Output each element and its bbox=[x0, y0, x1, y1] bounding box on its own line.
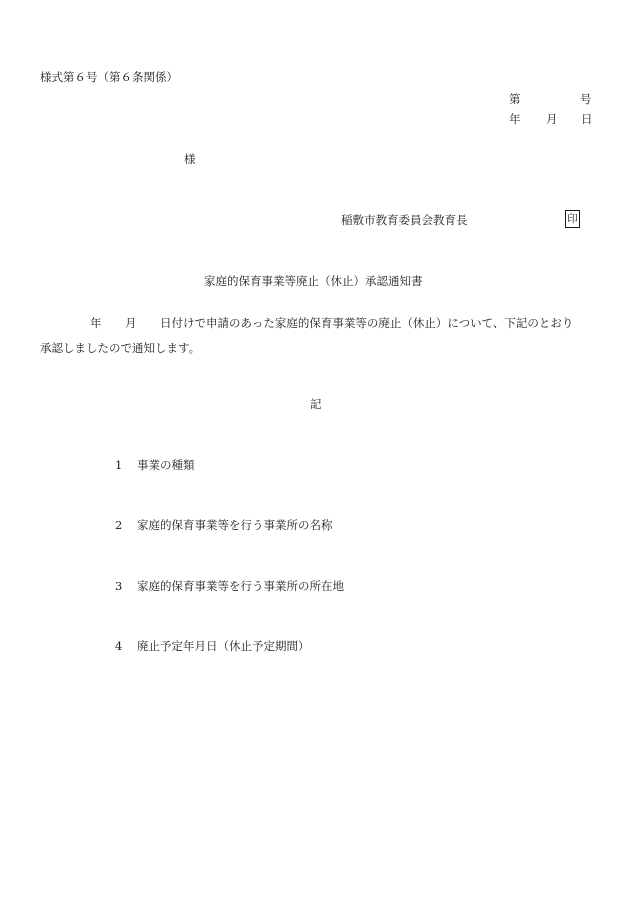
issuer-name: 稲敷市教育委員会教育長 bbox=[341, 213, 468, 227]
body-month-label: 月 bbox=[125, 316, 137, 330]
addressee-honorific: 様 bbox=[184, 152, 196, 166]
seal-stamp-box: 印 bbox=[565, 210, 580, 228]
date-year-label: 年 bbox=[509, 112, 521, 126]
list-item bbox=[115, 579, 344, 593]
ki-heading: 記 bbox=[310, 397, 322, 411]
form-identifier: 様式第６号（第６条関係） bbox=[40, 70, 178, 84]
item-label: 廃止予定年月日（休止予定期間） bbox=[137, 639, 310, 653]
item-number: 4 bbox=[115, 639, 123, 653]
list-item bbox=[115, 518, 333, 532]
body-year-label: 年 bbox=[90, 316, 102, 330]
item-label: 家庭的保育事業等を行う事業所の所在地 bbox=[137, 579, 344, 593]
date-month-label: 月 bbox=[546, 112, 558, 126]
item-number: 3 bbox=[115, 579, 123, 593]
list-item bbox=[115, 458, 195, 472]
item-number: 1 bbox=[115, 458, 123, 472]
document-number-prefix: 第 bbox=[509, 92, 521, 106]
document-number-suffix: 号 bbox=[580, 92, 592, 106]
document-title: 家庭的保育事業等廃止（休止）承認通知書 bbox=[204, 274, 423, 288]
list-item bbox=[115, 639, 310, 653]
body-text: 日付けで申請のあった家庭的保育事業等の廃止（休止）について、下記のとおり bbox=[160, 316, 574, 330]
item-label: 家庭的保育事業等を行う事業所の名称 bbox=[137, 518, 333, 532]
body-paragraph-line-2: 承認しましたので通知します。 bbox=[40, 341, 201, 355]
item-number: 2 bbox=[115, 518, 123, 532]
date-day-label: 日 bbox=[581, 112, 593, 126]
item-label: 事業の種類 bbox=[137, 458, 195, 472]
